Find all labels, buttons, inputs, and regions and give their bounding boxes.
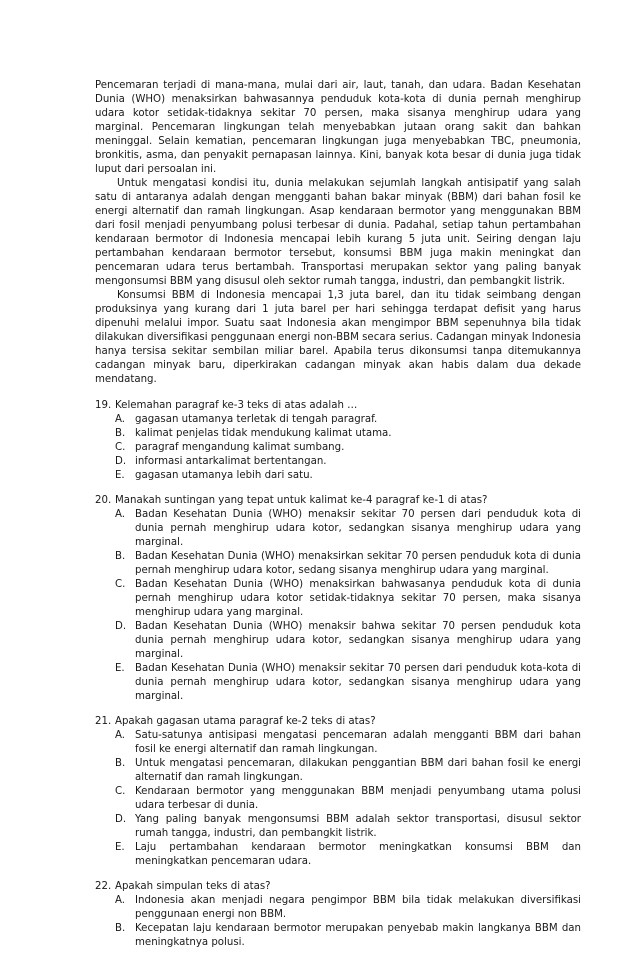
- option-b[interactable]: [95, 757, 581, 785]
- option-label: A.: [115, 730, 126, 741]
- option-list: [95, 894, 581, 950]
- option-a[interactable]: [95, 413, 581, 427]
- option-label: D.: [115, 456, 127, 467]
- option-text: Badan Kesehatan Dunia (WHO) menaksirkan bahwasanya penduduk kota di dunia pernah menghirup udara kotor setidak-tidaknya sekitar 70 persen, maka sisanya menghirup udara yang marginal.: [135, 579, 581, 618]
- option-label: B.: [115, 758, 126, 769]
- option-a[interactable]: [95, 894, 581, 922]
- option-text: Badan Kesehatan Dunia (WHO) menaksir sekitar 70 persen dari penduduk kota-kota di dunia pernah menghirup udara kotor, sedangkan sisanya menghirup udara yang marginal.: [135, 663, 581, 702]
- question-number: 20.: [95, 495, 112, 506]
- passage-paragraph-3: Konsumsi BBM di Indonesia mencapai 1,3 juta barel, dan itu tidak seimbang dengan produksinya yang kurang dari 1 juta barel per hari sehingga terdapat defisit yang harus dipenuhi melalui impor. Suatu saat Indonesia akan mengimpor BBM sepenuhnya bila tidak dilakukan diversifikasi penggunaan energi non-BBM secara serius. Cadangan minyak Indonesia hanya tersisa sekitar sembilan miliar barel. Apabila terus dikonsumsi tanpa ditemukannya cadangan minyak baru, diperkirakan cadangan minyak akan habis dalam dua dekade mendatang.: [95, 290, 581, 385]
- option-label: B.: [115, 551, 126, 562]
- question-21: [95, 715, 581, 869]
- option-text: Satu-satunya antisipasi mengatasi pencemaran adalah mengganti BBM dari bahan fosil ke energi alternatif dan ramah lingkungan.: [135, 730, 581, 755]
- question-number: 19.: [95, 400, 112, 411]
- option-label: C.: [115, 442, 126, 453]
- question-20: [95, 494, 581, 704]
- option-text: Untuk mengatasi pencemaran, dilakukan penggantian BBM dari bahan fosil ke energi alternatif dan ramah lingkungan.: [135, 758, 581, 783]
- question-number: 21.: [95, 716, 112, 727]
- option-d[interactable]: [95, 813, 581, 841]
- option-text: Badan Kesehatan Dunia (WHO) menaksir bahwa sekitar 70 persen penduduk kota dunia pernah menghirup udara kotor, sedangkan sisanya menghirup udara yang marginal.: [135, 621, 581, 660]
- question-text: Apakah gagasan utama paragraf ke-2 teks di atas?: [115, 716, 376, 727]
- reading-passage: [95, 79, 581, 387]
- option-text: Kendaraan bermotor yang menggunakan BBM menjadi penyumbang utama polusi udara terbesar di dunia.: [135, 786, 581, 811]
- option-d[interactable]: [95, 455, 581, 469]
- option-label: E.: [115, 842, 125, 853]
- document-page: [95, 79, 581, 961]
- option-text: Indonesia akan menjadi negara pengimpor BBM bila tidak melakukan diversifikasi penggunaan energi non BBM.: [135, 895, 581, 920]
- option-label: E.: [115, 663, 125, 674]
- option-text: gagasan utamanya terletak di tengah paragraf.: [135, 414, 378, 425]
- option-a[interactable]: [95, 508, 581, 550]
- option-text: gagasan utamanya lebih dari satu.: [135, 470, 313, 481]
- option-e[interactable]: [95, 469, 581, 483]
- question-text: Kelemahan paragraf ke-3 teks di atas adalah …: [115, 400, 358, 411]
- option-label: A.: [115, 414, 126, 425]
- option-a[interactable]: [95, 729, 581, 757]
- option-label: B.: [115, 428, 126, 439]
- option-text: Yang paling banyak mengonsumsi BBM adalah sektor transportasi, disusul sektor rumah tangga, industri, dan pembangkit listrik.: [135, 814, 581, 839]
- option-d[interactable]: [95, 620, 581, 662]
- option-b[interactable]: [95, 427, 581, 441]
- option-b[interactable]: [95, 922, 581, 950]
- option-label: D.: [115, 621, 127, 632]
- option-text: Kecepatan laju kendaraan bermotor merupakan penyebab makin langkanya BBM dan meningkatnya polusi.: [135, 923, 581, 948]
- passage-paragraph-2: Untuk mengatasi kondisi itu, dunia melakukan sejumlah langkah antisipatif yang salah satu di antaranya adalah dengan mengganti bahan bakar minyak (BBM) dari bahan fosil ke energi alternatif dan ramah lingkungan. Asap kendaraan bermotor yang menggunakan BBM dari fosil menjadi penyumbang polusi terbesar di dunia. Padahal, setiap tahun pertambahan kendaraan bermotor di Indonesia mencapai lebih kurang 5 juta unit. Seiring dengan laju pertambahan kendaraan bermotor tersebut, konsumsi BBM juga makin meningkat dan pencemaran udara terus bertambah. Transportasi merupakan sektor yang paling banyak mengonsumsi BBM yang disusul oleh sektor rumah tangga, industri, dan pembangkit listrik.: [95, 178, 581, 287]
- option-label: C.: [115, 786, 126, 797]
- option-text: Badan Kesehatan Dunia (WHO) menaksir sekitar 70 persen dari penduduk kota di dunia pernah menghirup udara kotor, sedangkan sisanya menghirup udara yang marginal.: [135, 509, 581, 548]
- option-label: A.: [115, 509, 126, 520]
- option-label: D.: [115, 814, 127, 825]
- option-b[interactable]: [95, 550, 581, 578]
- option-e[interactable]: [95, 841, 581, 869]
- option-text: Laju pertambahan kendaraan bermotor meningkatkan konsumsi BBM dan meningkatkan pencemaran udara.: [135, 842, 581, 867]
- option-list: [95, 413, 581, 483]
- option-text: informasi antarkalimat bertentangan.: [135, 456, 327, 467]
- option-text: paragraf mengandung kalimat sumbang.: [135, 442, 345, 453]
- option-list: [95, 508, 581, 704]
- option-label: E.: [115, 470, 125, 481]
- option-label: C.: [115, 579, 126, 590]
- option-c[interactable]: [95, 578, 581, 620]
- question-text: Manakah suntingan yang tepat untuk kalimat ke-4 paragraf ke-1 di atas?: [115, 495, 488, 506]
- option-e[interactable]: [95, 662, 581, 704]
- option-c[interactable]: [95, 785, 581, 813]
- option-label: A.: [115, 895, 126, 906]
- passage-paragraph-1: Pencemaran terjadi di mana-mana, mulai dari air, laut, tanah, dan udara. Badan Kesehatan Dunia (WHO) menaksirkan bahwasannya penduduk kota-kota di dunia pernah menghirup udara kotor setidak-tidaknya sekitar 70 persen, maka sisanya menghirup udara yang marginal. Pencemaran lingkungan telah menyebabkan jutaan orang sakit dan bahkan meninggal. Selain kematian, pencemaran lingkungan juga menyebabkan TBC, pneumonia, bronkitis, asma, dan penyakit pernapasan lainnya. Kini, banyak kota besar di dunia juga tidak luput dari persoalan ini.: [95, 80, 581, 175]
- option-c[interactable]: [95, 441, 581, 455]
- option-label: B.: [115, 923, 126, 934]
- option-text: kalimat penjelas tidak mendukung kalimat utama.: [135, 428, 392, 439]
- question-19: [95, 399, 581, 483]
- option-list: [95, 729, 581, 869]
- option-text: Badan Kesehatan Dunia (WHO) menaksirkan sekitar 70 persen penduduk kota di dunia pernah menghirup udara kotor, sedang sisanya menghirup udara yang marginal.: [135, 551, 581, 576]
- question-number: 22.: [95, 881, 112, 892]
- question-text: Apakah simpulan teks di atas?: [115, 881, 271, 892]
- question-22: [95, 880, 581, 950]
